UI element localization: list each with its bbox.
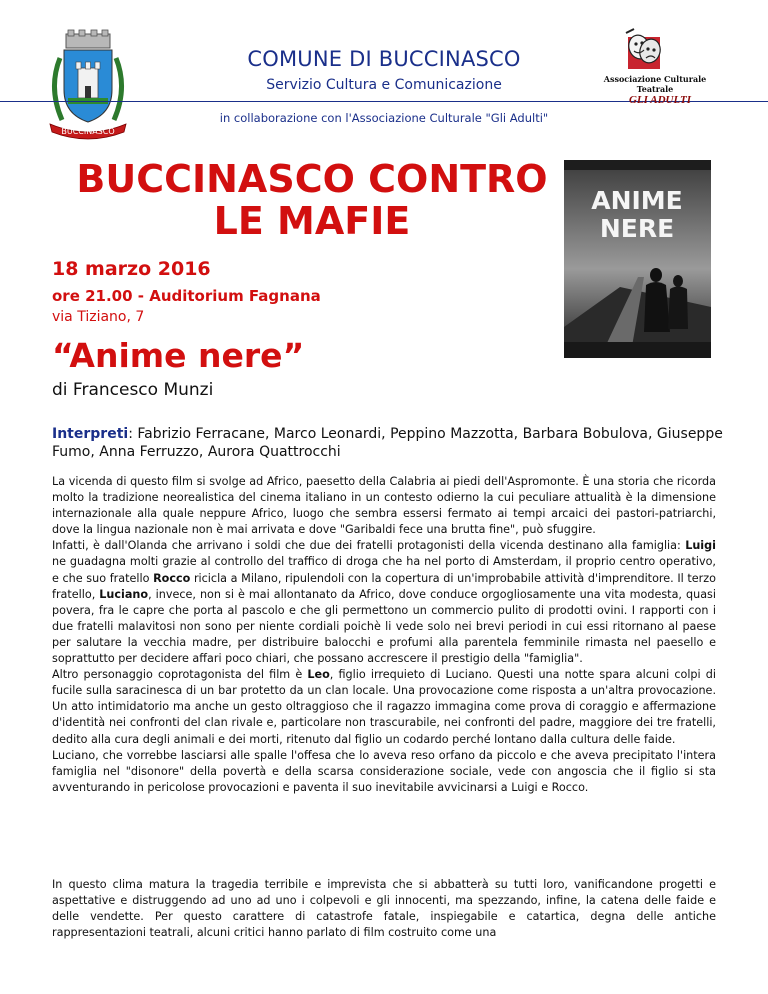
name-luigi: Luigi	[685, 539, 716, 553]
event-title-line2: LE MAFIE	[213, 199, 411, 243]
p2-text-b: ne guadagna molti grazie al controllo del traffico di droga che ha nel porto di Amsterdam, il proprio centro operativo, e che suo fratello	[52, 555, 716, 585]
synopsis-continued	[52, 877, 716, 941]
p2-text-a: Infatti, è dall'Olanda che arrivano i soldi che due dei fratelli protagonisti della vicenda destinano alla famiglia:	[52, 539, 686, 553]
event-time-place: ore 21.00 - Auditorium Fagnana	[52, 287, 321, 305]
event-title-line1: BUCCINASCO CONTRO	[76, 157, 548, 201]
event-address: via Tiziano, 7	[52, 309, 145, 325]
p3-text-a: Altro personaggio coprotagonista del film è	[52, 668, 308, 682]
association-name: Associazione Culturale Teatrale	[603, 74, 707, 94]
synopsis	[52, 474, 716, 796]
org-department: Servizio Cultura e Comunicazione	[266, 77, 502, 93]
synopsis-paragraph-5: In questo clima matura la tragedia terribile e imprevista che si abbatterà su tutti loro, vanificandone progetti e aspettative e distruggendo ad uno ad uno i colpevoli e gli innocenti, ma spezzando, infine, la catena delle faide e delle vendette. Per questo carattere di catastrofe fatale, inspiegabile e catartica, degna delle antiche rappresentazioni teatrali, alcuni critici hanno parlato di film costruito come una	[52, 878, 716, 940]
name-rocco: Rocco	[153, 571, 191, 585]
poster-title-line2: NERE	[599, 214, 675, 243]
cast-label: Interpreti	[52, 426, 129, 442]
collaboration-note: in collaborazione con l'Associazione Culturale "Gli Adulti"	[219, 111, 549, 125]
synopsis-paragraph-1: La vicenda di questo film si svolge ad Africo, paesetto della Calabria ai piedi dell'Aspromonte. È una storia che ricorda molto la tradizione neorealistica del cinema italiano in un contesto odierno la cui peculiare attualità è la dimensione internazionale alla quale neppure Africo, luogo che sembra essersi fermato ai tempi arcaici dei pastori-patriarchi, dove la lingua nazionale non è mai arrivata e dove "Garibaldi fece una brutta fine", può sfuggire.	[52, 475, 716, 537]
name-luciano: Luciano	[99, 587, 149, 601]
poster-title-line1: ANIME	[591, 186, 683, 215]
synopsis-paragraph-4: Luciano, che vorrebbe lasciarsi alle spalle l'offesa che lo aveva reso orfano da piccolo e che aveva precipitato l'intera famiglia nel "disonore" della povertà e della scarsa considerazione sociale, vede con angoscia che il figlio si sta avventurando in pericolose provocazioni e paventa il suo inevitabile avvicinarsi a Luigi e Rocco.	[52, 748, 716, 794]
cast-list	[52, 425, 732, 461]
event-title	[52, 158, 572, 242]
film-director: di Francesco Munzi	[52, 380, 214, 400]
association-group-name: GLI ADULTI	[628, 94, 692, 106]
film-title: “Anime nere”	[52, 336, 305, 375]
crest-ribbon-text: BUCCINASCO	[61, 127, 115, 136]
event-date: 18 marzo 2016	[52, 258, 211, 280]
p3-text-b: , figlio irrequieto di Luciano. Questi una notte spara alcuni colpi di fucile sulla saracinesca di un bar protetto da un clan locale. Una provocazione come risposta a un'altra provocazione. Un atto intimidatorio ma anche un gesto oltraggioso che il ragazzo immagina come prova di coraggio e affermazione d'identità nei confronti del clan rivale e, particolare non trascurabile, nei confronti del padre, maggiore dei tre fratelli, dedito alla cura degli animali e dei morti, ritenuto dal figlio un codardo perché lontano dalla cultura delle faide.	[52, 668, 716, 746]
synopsis-paragraph-2	[52, 538, 716, 667]
p2-text-c: ricicla a Milano, ripulendoli con la copertura di un'improbabile attività d'imprenditore. Il terzo fratello,	[52, 571, 716, 601]
cast-names: : Fabrizio Ferracane, Marco Leonardi, Peppino Mazzotta, Barbara Bobulova, Giuseppe Fumo, Anna Ferruzzo, Aurora Quattrocchi	[52, 426, 723, 460]
p2-text-d: , invece, non si è mai allontanato da Africo, dove conduce orgogliosamente una vita modesta, quasi povera, fra le capre che porta al pascolo e che gli permettono un commercio pulito di prodotti ovini. I rapporti con i due fratelli malavitosi non sono per niente cordiali poichè li vede solo nei brevi periodi in cui essi ritornano al paese per salutare la vecchia madre, per distribuire balocchi e profumi alla parentela femminile rimasta nel paesello e soprattutto per decidere affari poco chiari, che possano accrescere il prestigio della "famiglia".	[52, 587, 716, 666]
film-poster-image	[560, 157, 715, 361]
theatre-masks-logo	[622, 27, 666, 73]
org-title: COMUNE DI BUCCINASCO	[247, 47, 521, 71]
synopsis-paragraph-3	[52, 667, 716, 747]
name-leo: Leo	[307, 668, 330, 682]
